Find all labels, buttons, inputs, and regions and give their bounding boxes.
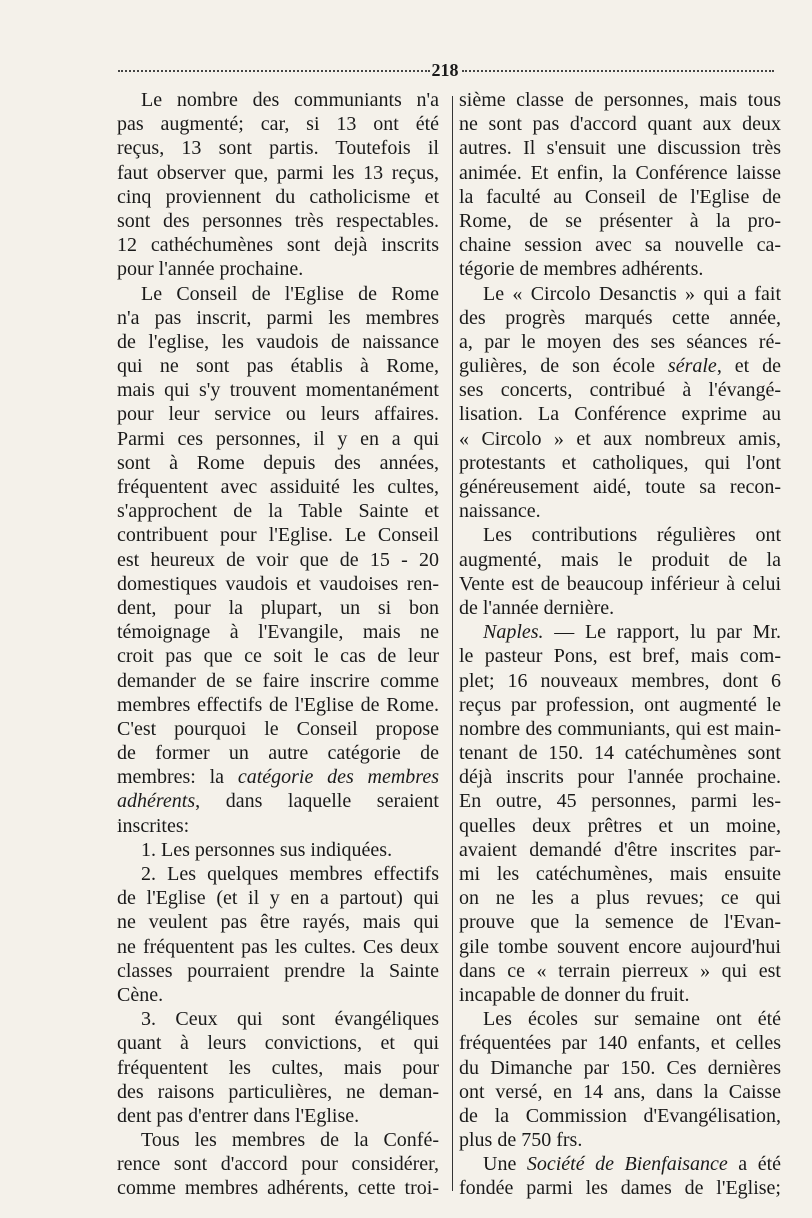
text-line: n'a pas inscrit, parmi les membres	[117, 306, 439, 329]
text-line: Le « Circolo Desanctis » qui a fait	[483, 282, 781, 305]
text-line: Les contributions régulières ont	[483, 524, 781, 547]
text-line: déjà inscrits pour l'année prochaine.	[459, 766, 781, 789]
text-line: Le Conseil de l'Eglise de Rome	[141, 282, 439, 305]
text-line: est heureux de voir que de 15 - 20	[117, 548, 439, 571]
text-line: gile tombe souvent encore aujourd'hui	[459, 935, 781, 958]
text-line: faut observer que, parmi les 13 reçus,	[117, 161, 439, 184]
paragraph	[117, 838, 439, 1201]
text-line: cinq proviennent du catholicisme et	[117, 185, 439, 208]
text-line: reçus par profession, ont augmenté le	[459, 693, 781, 716]
text-line: Les écoles sur semaine ont été	[483, 1008, 781, 1031]
text-line: incapable de donner du fruit.	[459, 983, 690, 1006]
text-line: mi les catéchumènes, mais ensuite	[459, 863, 781, 885]
paragraph	[117, 88, 439, 282]
text-line: pour l'année prochaine.	[117, 258, 304, 281]
text-line: s'approchent de la Table Sainte et	[117, 500, 439, 523]
text-line: des progrès marqués cette année,	[459, 306, 781, 329]
text-line: animée. Et enfin, la Conférence laisse	[459, 161, 781, 184]
text-line: Vente est de beaucoup inférieur à celui	[459, 572, 781, 595]
text-line: Rome, de se présenter à la pro-	[459, 209, 781, 232]
text-line: fondée parmi les dames de l'Eglise;	[459, 1177, 781, 1200]
text-line: plet; 16 nouveaux membres, dont 6	[459, 669, 781, 692]
text-line: chaine session avec sa nouvelle ca-	[459, 234, 781, 257]
text-line: on ne les a plus revues; ce qui	[459, 887, 781, 910]
text-line: En outre, 45 personnes, parmi les-	[459, 790, 781, 813]
text-line: nombre des communiants, qui est main-	[459, 717, 781, 740]
text-line: 1. Les personnes sus indiquées.	[141, 838, 393, 861]
header-rule-right	[462, 70, 774, 72]
paragraph	[117, 282, 439, 838]
text-line: de former un autre catégorie de	[117, 742, 439, 765]
text-line: le pasteur Pons, est bref, mais com-	[459, 645, 781, 668]
text-line: avaient demandé d'être inscrites par-	[459, 838, 781, 861]
text-line: C'est pourquoi le Conseil propose	[117, 717, 439, 740]
text-line: 12 cathéchumènes sont dejà inscrits	[117, 234, 439, 257]
text-line: ne sont pas d'accord quant aux deux	[459, 113, 781, 136]
text-line: fréquentent les cultes, mais pour	[117, 1056, 439, 1079]
text-line: de la Commission d'Evangélisation,	[459, 1104, 781, 1127]
text-line: « Circolo » et aux nombreux amis,	[459, 427, 781, 450]
text-line: dent pas d'entrer dans l'Eglise.	[117, 1104, 360, 1127]
text-line: lisation. La Conférence exprime au	[459, 403, 781, 426]
text-line: ont versé, en 14 ans, dans la Caisse	[459, 1080, 781, 1103]
text-line: mais qui s'y trouvent momentanément	[117, 379, 439, 402]
paragraph	[459, 620, 781, 1007]
text-line: fréquentent avec assiduité les cultes,	[117, 476, 439, 498]
text-line: membres: la catégorie des membres	[117, 766, 439, 789]
text-line: quelles deux prêtres et un moine,	[459, 814, 781, 837]
text-line: sième classe de personnes, mais tous	[459, 89, 781, 111]
text-line: pour leur service ou leurs affaires.	[117, 403, 439, 426]
text-line: comme membres adhérents, cette troi-	[117, 1177, 439, 1200]
text-line: prouve que la semence de l'Evan-	[459, 911, 781, 934]
text-line: de l'eglise, les vaudois de naissance	[117, 330, 439, 353]
paragraph	[459, 1152, 781, 1200]
text-line: ne veulent pas être rayés, mais qui	[117, 911, 439, 934]
text-line: témoignage à l'Evangile, mais ne	[117, 621, 439, 644]
text-line: domestiques vaudois et vaudoises ren-	[117, 572, 439, 595]
text-line: 2. Les quelques membres effectifs	[141, 863, 439, 885]
text-line: inscrites:	[117, 814, 190, 837]
text-line: qui ne sont pas établis à Rome,	[117, 355, 439, 378]
paragraph	[459, 282, 781, 524]
text-line: autres. Il s'ensuit une discussion très	[459, 137, 781, 160]
text-line: Tous les membres de la Confé-	[141, 1129, 439, 1152]
text-line: ne fréquentent pas les cultes. Ces deux	[117, 935, 439, 958]
text-line: Parmi ces personnes, il y en a qui	[117, 427, 439, 450]
text-line: reçus, 13 sont partis. Toutefois il	[117, 137, 439, 160]
text-line: Une Société de Bienfaisance a été	[483, 1153, 781, 1176]
text-line: naissance.	[459, 500, 541, 523]
text-line: contribuent pour l'Eglise. Le Conseil	[117, 524, 439, 547]
text-line: fréquentées par 140 enfants, et celles	[459, 1032, 781, 1055]
text-line: rence sont d'accord pour considérer,	[117, 1153, 439, 1176]
text-line: gulières, de son école sérale, et de	[459, 355, 781, 378]
text-line: protestants et catholiques, qui l'ont	[459, 451, 781, 474]
text-line: dans ce « terrain pierreux » qui est	[459, 959, 781, 982]
text-line: demander de se faire inscrire comme	[117, 669, 439, 692]
page-number: 218	[431, 60, 459, 80]
text-line: plus de 750 frs.	[459, 1129, 583, 1152]
paragraph	[459, 88, 781, 282]
text-line: des raisons particulières, ne deman-	[117, 1080, 439, 1103]
text-line: tenant de 150. 14 catéchumènes sont	[459, 742, 781, 765]
text-line: sont à Rome depuis des années,	[117, 451, 439, 474]
text-line: sont des personnes très respectables.	[117, 209, 439, 232]
text-line: augmenté, mais le produit de la	[459, 548, 781, 571]
text-line: a, par le moyen des ses séances ré-	[459, 330, 781, 353]
text-line: dent, pour la plupart, un si bon	[117, 596, 439, 619]
text-line: croit pas que ce soit le cas de leur	[117, 645, 439, 668]
text-line: pas augmenté; car, si 13 ont été	[117, 113, 439, 136]
text-line: membres effectifs de l'Eglise de Rome.	[117, 693, 439, 716]
text-line: classes pourraient prendre la Sainte	[117, 959, 439, 982]
header-rule-left	[118, 70, 430, 72]
text-line: Naples. — Le rapport, lu par Mr.	[483, 621, 781, 644]
text-line: du Dimanche par 150. Ces dernières	[459, 1056, 781, 1079]
text-line: la faculté au Conseil de l'Eglise de	[459, 185, 781, 208]
text-line: adhérents, dans laquelle seraient	[117, 790, 439, 813]
text-line: tégorie de membres adhérents.	[459, 258, 704, 281]
text-line: de l'année dernière.	[459, 596, 615, 619]
text-line: 3. Ceux qui sont évangéliques	[141, 1008, 439, 1031]
text-line: de l'Eglise (et il y en a partout) qui	[117, 887, 439, 910]
column-divider	[452, 96, 453, 1191]
paragraph	[459, 1007, 781, 1152]
text-line: ses concerts, contribué à l'évangé-	[459, 379, 781, 402]
text-line: quant à leurs convictions, et qui	[117, 1032, 439, 1055]
text-line: généreusement aidé, toute sa recon-	[459, 476, 781, 498]
text-line: Cène.	[117, 983, 164, 1006]
paragraph	[459, 523, 781, 620]
text-line: Le nombre des communiants n'a	[141, 89, 439, 111]
right-column	[459, 88, 781, 1201]
left-column	[117, 88, 439, 1201]
